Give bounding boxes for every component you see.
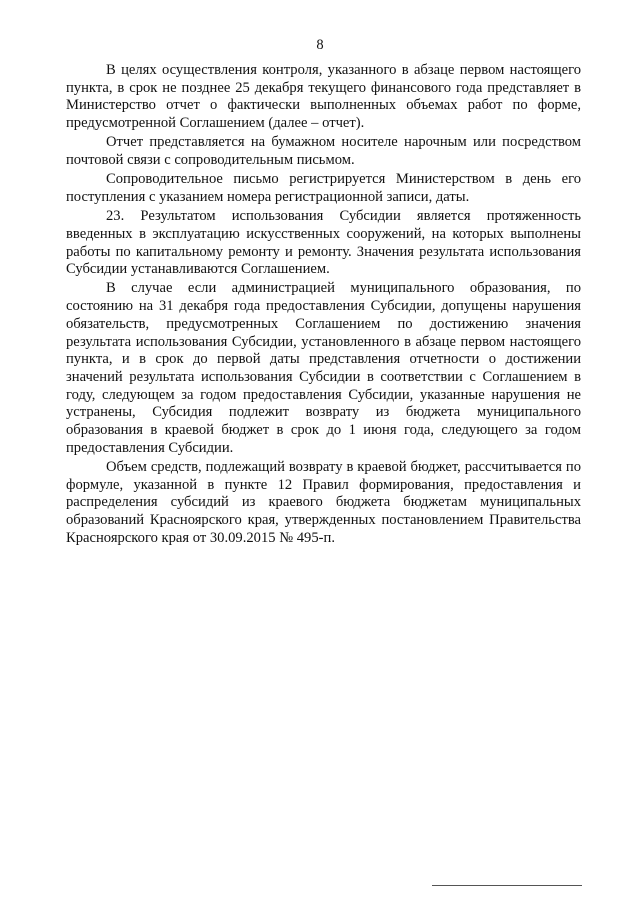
paragraph-item-23-result: 23. Результатом использования Субсидии является протяженность введенных в эксплуатацию искусственных сооружений, на которых выполнены работы по капитальному ремонту и ремонту. Значения результата использования Субсидии устанавливаются Соглашением. (66, 208, 581, 278)
paragraph-refund-amount: Объем средств, подлежащий возврату в краевой бюджет, рассчитывается по формуле, указанной в пункте 12 Правил формирования, предоставления и распределения субсидий из краевого бюджета бюджетам муниципальных образований Красноярского края, утвержденных постановлением Правительства Красноярского края от 30.09.2015 № 495-п. (66, 458, 581, 546)
page-number: 8 (316, 37, 324, 53)
footer-divider (432, 885, 582, 886)
paragraph-cover-letter-registration: Сопроводительное письмо регистрируется Министерством в день его поступления с указанием номера регистрационной записи, даты. (66, 171, 581, 205)
paragraph-control-report: В целях осуществления контроля, указанного в абзаце первом настоящего пункта, в срок не позднее 25 декабря текущего финансового года представляет в Министерство отчет о фактически выполненных объемах работ по форме, предусмотренной Соглашением (далее – отчет). (66, 62, 581, 132)
paragraph-report-delivery: Отчет представляется на бумажном носителе нарочным или посредством почтовой связи с сопроводительным письмом. (66, 134, 581, 169)
document-body (66, 62, 581, 549)
paragraph-violation-refund: В случае если администрацией муниципального образования, по состоянию на 31 декабря года предоставления Субсидии, допущены нарушения обязательств, предусмотренных Соглашением по достижению значения результата использования Субсидии, установленного в абзаце первом настоящего пункта, и в срок до первой даты представления отчетности о достижении значений результата использования Субсидии в соответствии с Соглашением в году, следующем за годом предоставления Субсидии, указанные нарушения не устранены, Субсидия подлежит возврату из бюджета муниципального образования в краевой бюджет в срок до 1 июня года, следующего за годом предоставления Субсидии. (66, 280, 581, 456)
